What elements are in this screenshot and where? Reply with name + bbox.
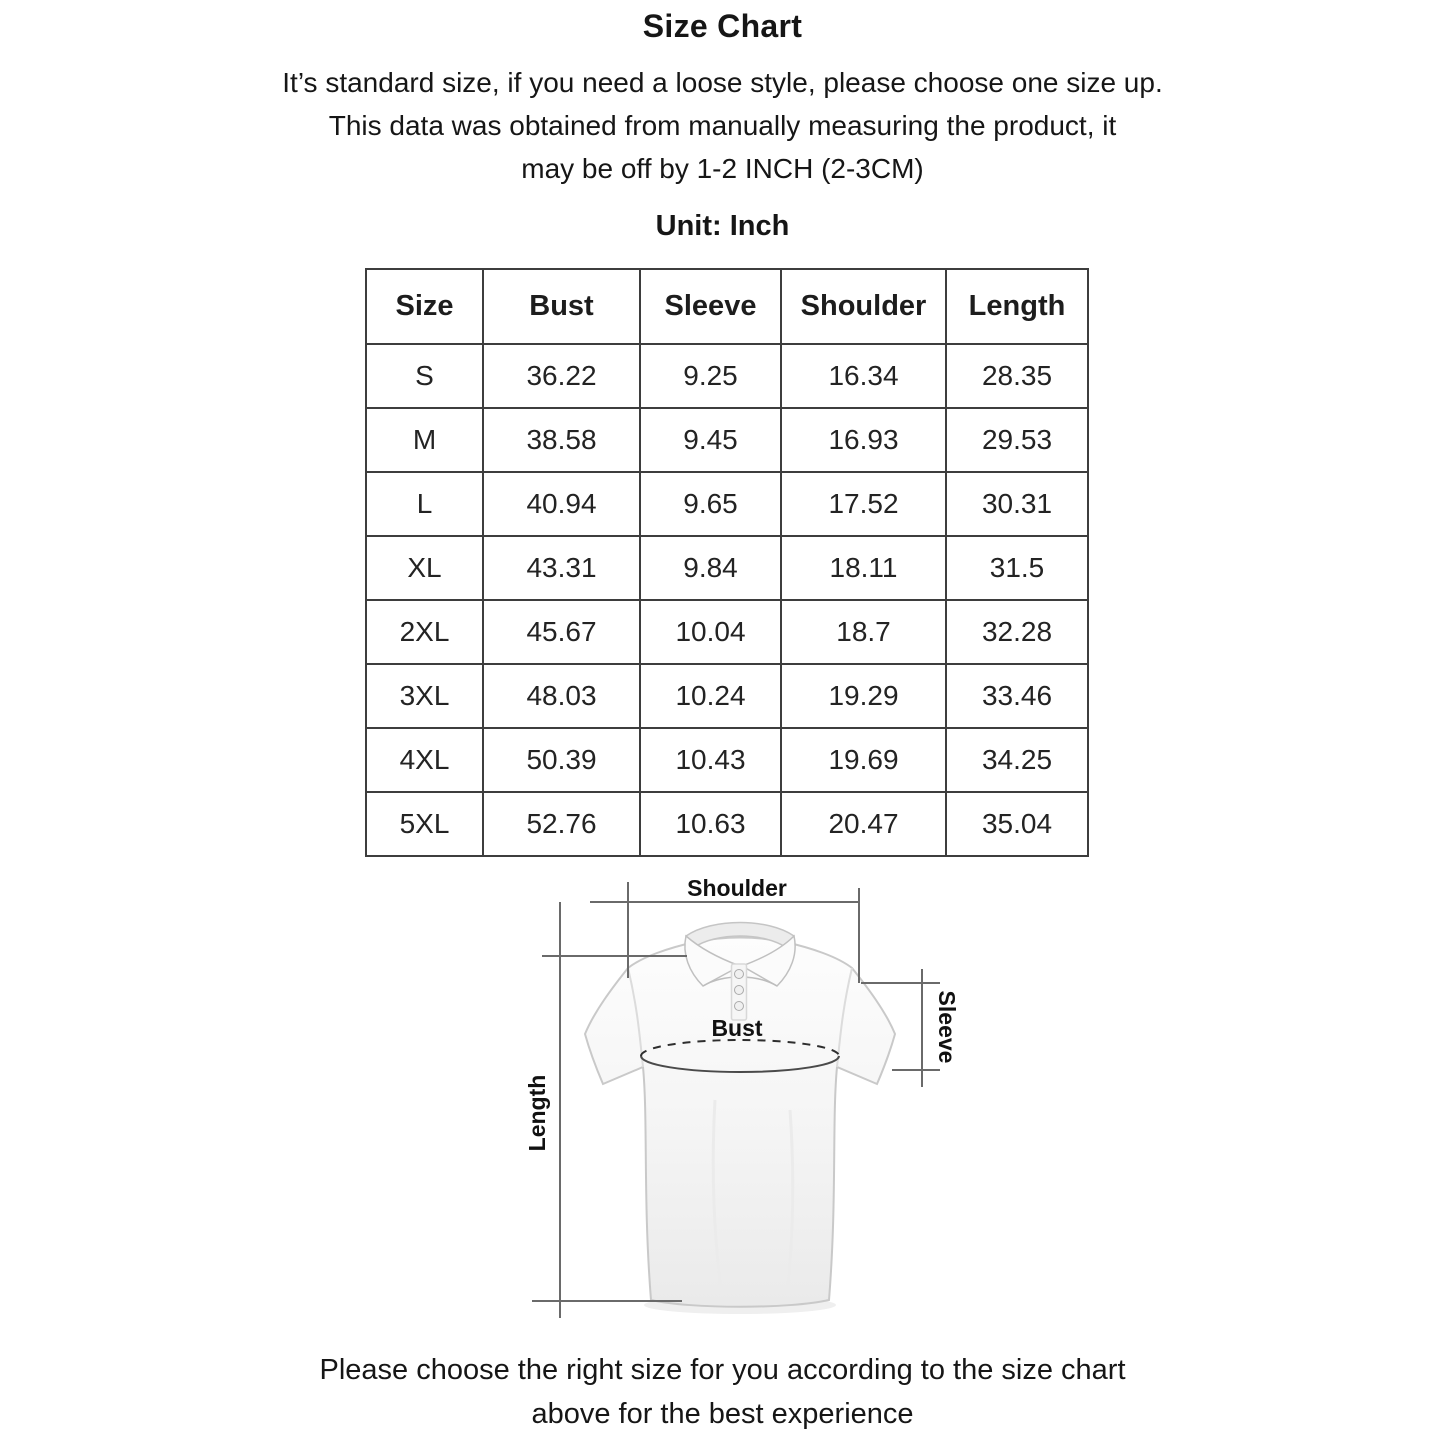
column-header-sleeve: Sleeve	[640, 269, 781, 344]
table-cell: 40.94	[483, 472, 640, 536]
table-cell: 16.34	[781, 344, 946, 408]
table-cell: 4XL	[366, 728, 483, 792]
table-header-row	[366, 269, 1088, 344]
table-cell: 36.22	[483, 344, 640, 408]
table-cell: 9.84	[640, 536, 781, 600]
table-cell: 10.43	[640, 728, 781, 792]
size-note	[0, 61, 1445, 190]
table-cell: 43.31	[483, 536, 640, 600]
table-row	[366, 344, 1088, 408]
table-cell: L	[366, 472, 483, 536]
footer-note	[0, 1348, 1445, 1436]
bust-label: Bust	[711, 1015, 763, 1041]
table-cell: 32.28	[946, 600, 1088, 664]
table-cell: 19.29	[781, 664, 946, 728]
size-note-line-3: may be off by 1-2 INCH (2-3CM)	[521, 153, 924, 184]
table-cell: 10.24	[640, 664, 781, 728]
table-row	[366, 600, 1088, 664]
table-cell: 20.47	[781, 792, 946, 856]
sleeve-label: Sleeve	[934, 990, 960, 1064]
table-cell: 2XL	[366, 600, 483, 664]
polo-shirt-measurement-diagram	[490, 860, 990, 1330]
table-cell: 18.11	[781, 536, 946, 600]
table-cell: S	[366, 344, 483, 408]
table-cell: M	[366, 408, 483, 472]
table-cell: 9.45	[640, 408, 781, 472]
button	[735, 986, 744, 995]
table-cell: 31.5	[946, 536, 1088, 600]
table-cell: 35.04	[946, 792, 1088, 856]
table-cell: 48.03	[483, 664, 640, 728]
table-cell: 33.46	[946, 664, 1088, 728]
table-cell: 5XL	[366, 792, 483, 856]
column-header-bust: Bust	[483, 269, 640, 344]
column-header-shoulder: Shoulder	[781, 269, 946, 344]
table-row	[366, 728, 1088, 792]
size-note-line-2: This data was obtained from manually measuring the product, it	[328, 110, 1117, 141]
table-cell: 10.63	[640, 792, 781, 856]
table-cell: 45.67	[483, 600, 640, 664]
table-cell: 52.76	[483, 792, 640, 856]
footer-line-2: above for the best experience	[531, 1398, 914, 1430]
table-row	[366, 408, 1088, 472]
table-row	[366, 792, 1088, 856]
size-table	[365, 268, 1089, 857]
table-cell: 18.7	[781, 600, 946, 664]
table-cell: 50.39	[483, 728, 640, 792]
column-header-size: Size	[366, 269, 483, 344]
table-cell: 10.04	[640, 600, 781, 664]
table-cell: XL	[366, 536, 483, 600]
table-cell: 16.93	[781, 408, 946, 472]
table-cell: 34.25	[946, 728, 1088, 792]
table-cell: 9.65	[640, 472, 781, 536]
table-row	[366, 664, 1088, 728]
table-row	[366, 536, 1088, 600]
button	[735, 1002, 744, 1011]
shirt-diagram-svg	[490, 860, 990, 1330]
table-cell: 28.35	[946, 344, 1088, 408]
table-cell: 9.25	[640, 344, 781, 408]
table-cell: 17.52	[781, 472, 946, 536]
footer-line-1: Please choose the right size for you according to the size chart	[319, 1354, 1126, 1386]
table-row	[366, 472, 1088, 536]
length-label: Length	[524, 1074, 550, 1152]
table-cell: 29.53	[946, 408, 1088, 472]
shoulder-label: Shoulder	[687, 875, 787, 901]
button	[735, 970, 744, 979]
table-cell: 19.69	[781, 728, 946, 792]
size-note-line-1: It’s standard size, if you need a loose style, please choose one size up.	[282, 67, 1163, 98]
page-title: Size Chart	[642, 8, 803, 44]
table-cell: 38.58	[483, 408, 640, 472]
column-header-length: Length	[946, 269, 1088, 344]
table-cell: 30.31	[946, 472, 1088, 536]
table-cell: 3XL	[366, 664, 483, 728]
unit-label: Unit: Inch	[655, 210, 790, 242]
